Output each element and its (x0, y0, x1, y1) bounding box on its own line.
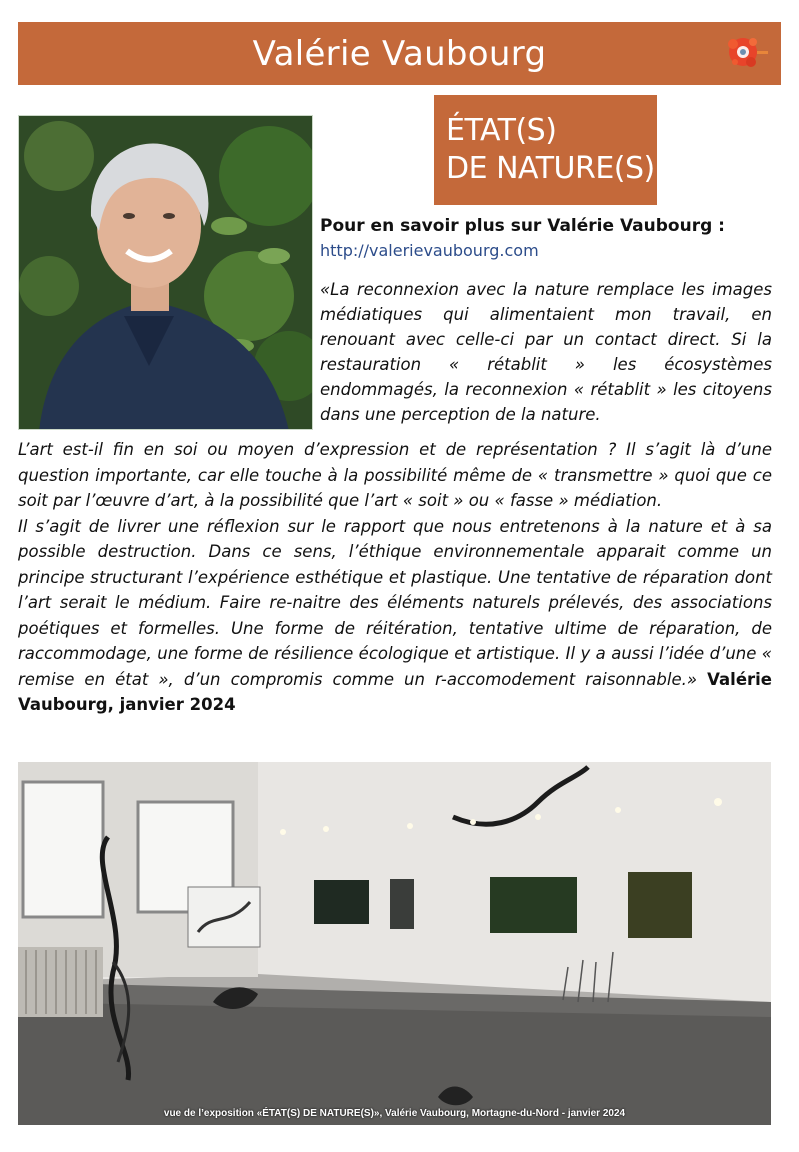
quote-signature: Valérie Vaubourg, janvier 2024 (18, 669, 772, 714)
quote-body (18, 437, 772, 718)
artist-portrait-photo (18, 115, 313, 430)
event-logo-line2: DE NATURE(S) (446, 151, 655, 186)
more-info-title: Pour en savoir plus sur Valérie Vaubourg : (320, 216, 725, 236)
quote-paragraph-text: Il s’agit de livrer une réflexion sur le rapport que nous entretenons à la nature et à sa possible destruction. Dans ce sens, l’éthique environnementale apparait comme un principe structurant l’expérience esthétique et plastique. Une tentative de réparation dont l’art serait le médium. Faire re-naitre des éléments naturels prélevés, des associations poétiques et formelles. Une forme de réitération, tentative ultime de réparation, de raccommodage, une forme de résilience écologique et artistique. Il y a aussi l’idée d’une « remise en état », d’un compromis comme un r-accomodement raisonnable.» (18, 516, 772, 689)
page-header (18, 22, 781, 85)
quote-intro: «La reconnexion avec la nature remplace les images médiatiques qui alimentaient mon travail, en renouant avec celle-ci par un contact direct. Si la restauration « rétablit » les écosystèmes endommagés, la reconnexion « rétablit » les citoyens dans une perception de la nature. (320, 280, 772, 424)
event-logo-line1: ÉTAT(S) (446, 113, 557, 148)
orange-splash-logo-icon (723, 32, 769, 74)
quote-paragraph-last (18, 514, 772, 718)
event-logo (434, 95, 657, 205)
photo-caption: vue de l’exposition «ÉTAT(S) DE NATURE(S)», Valérie Vaubourg, Mortagne-du-Nord - janvier 2024 (163, 1108, 626, 1119)
page-title: Valérie Vaubourg (252, 33, 547, 74)
artist-website-link[interactable]: http://valerievaubourg.com (320, 241, 539, 260)
quote-paragraph: L’art est-il fin en soi ou moyen d’expression et de représentation ? Il s’agit là d’une question importante, car elle touche à la possibilité même de « transmettre » quoi que ce soit par l’œuvre d’art, à la possibilité que l’art « soit » ou « fasse » médiation. (18, 440, 772, 510)
exhibition-photo (18, 762, 771, 1125)
